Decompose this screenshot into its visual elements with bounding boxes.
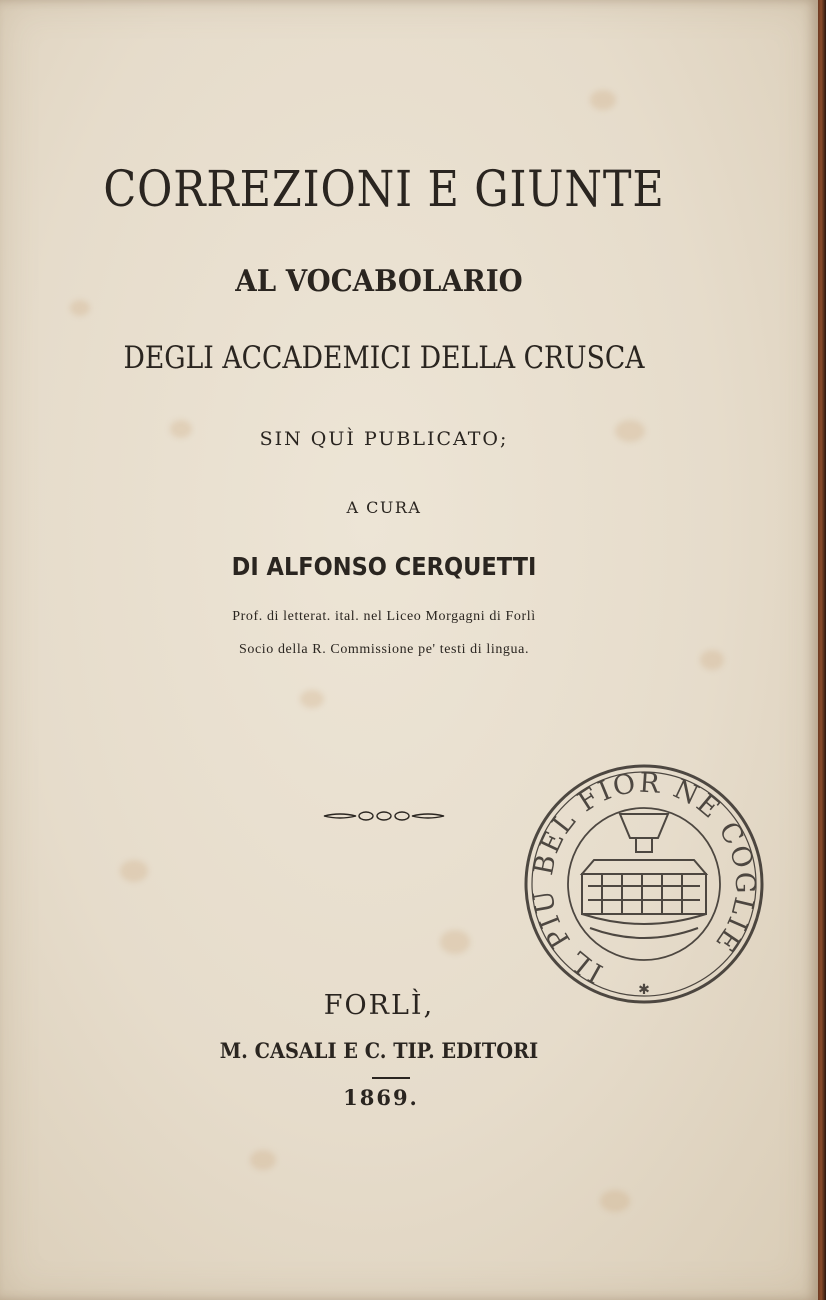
foxing-spot (600, 1190, 630, 1212)
stamp-motto: IL PIU BEL FIOR NE COGLIE (527, 767, 761, 989)
library-stamp (518, 762, 770, 1010)
sieve-emblem-icon (582, 814, 706, 938)
foxing-spot (440, 930, 470, 954)
author-role-commission: Socio della R. Commissione pe' testi di lingua. (238, 642, 530, 657)
author-name: DI ALFONSO CERQUETTI (231, 552, 537, 581)
book-title: CORREZIONI E GIUNTE (103, 160, 665, 218)
ornament-divider (322, 806, 446, 826)
subtitle-vocabolario: AL VOCABOLARIO (235, 264, 523, 299)
foxing-spot (590, 90, 616, 110)
subtitle-publicato: SIN QUÌ PUBLICATO; (259, 428, 509, 450)
publication-year: 1869. (343, 1085, 419, 1110)
foxing-spot (300, 690, 324, 708)
publication-place: FORLÌ, (323, 990, 435, 1021)
subtitle-accademici: DEGLI ACCADEMICI DELLA CRUSCA (123, 340, 645, 376)
book-edge (818, 0, 826, 1300)
publisher-rule (372, 1077, 410, 1079)
author-role-professor: Prof. di letterat. ital. nel Liceo Morgagni di Forlì (232, 609, 536, 624)
foxing-spot (250, 1150, 276, 1170)
foxing-spot (70, 300, 90, 316)
foxing-spot (120, 860, 148, 882)
a-cura-label: A CURA (346, 498, 422, 517)
svg-text:✱: ✱ (638, 982, 650, 998)
publisher-name: M. CASALI E C. TIP. EDITORI (219, 1038, 539, 1063)
